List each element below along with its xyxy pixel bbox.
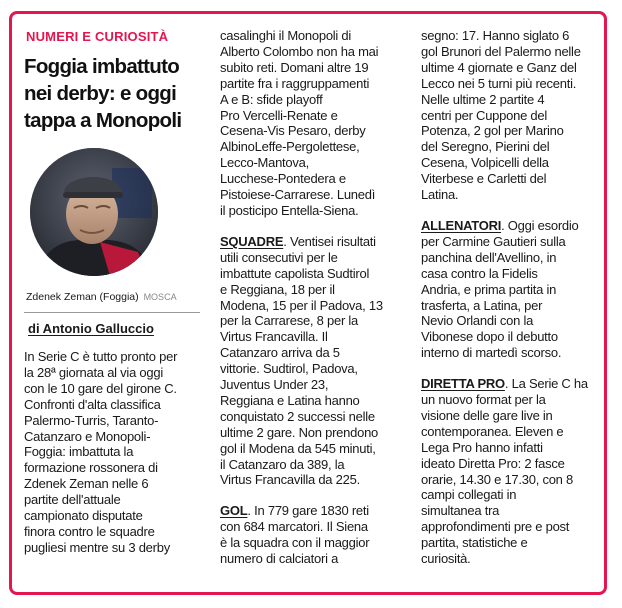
- text-line: è la squadra con il maggior: [220, 535, 370, 551]
- text-line: Virtus Francavilla da 225.: [220, 472, 360, 488]
- text-line: Zdenek Zeman nelle 6: [24, 476, 149, 492]
- text-line: panchina dell'Avellino, in: [421, 249, 557, 265]
- text-line: Lecco-Mantova,: [220, 155, 309, 171]
- caption-text: Zdenek Zeman (Foggia): [26, 291, 139, 303]
- text-line: il Catanzaro da 389, la: [220, 456, 345, 472]
- text-line: In Serie C è tutto pronto per: [24, 349, 178, 364]
- text-line: Lucchese-Pontedera e: [220, 171, 346, 187]
- text-line: Virtus Francavilla. Il: [220, 329, 328, 345]
- section-lead: GOL: [220, 503, 248, 519]
- text-line: Lega Pro hanno infatti: [421, 439, 543, 455]
- text-run: . Oggi esordio: [501, 217, 579, 233]
- column-1: [24, 28, 200, 556]
- intro-continued: [220, 28, 412, 219]
- text-line: Modena, 15 per il Padova, 13: [220, 297, 383, 313]
- divider: [24, 312, 200, 313]
- text-line: finora contro le squadre: [24, 523, 155, 539]
- text-line: trasferta, a Latina, per: [421, 297, 543, 313]
- text-line: conquistato 2 successi nelle: [220, 408, 375, 424]
- text-line: campionato disputate: [24, 508, 143, 524]
- photo-caption: [26, 290, 200, 304]
- text-line: per Carmine Gautieri sulla: [421, 233, 566, 249]
- text-line: la 28ª giornata al via oggi: [24, 364, 163, 380]
- text-line: ideato Diretta Pro: 2 fasce: [421, 455, 565, 471]
- text-line: per la Carrarese, 8 per la: [220, 313, 359, 329]
- text-line: A e B: sfide playoff: [220, 91, 323, 107]
- text-line: Latina.: [421, 187, 459, 203]
- text-line: con le 10 gare del girone C.: [24, 380, 177, 396]
- text-line: simultanea tra: [421, 503, 500, 519]
- text-line: Confronti d'alta classifica: [24, 396, 161, 412]
- text-line: visione delle gare live in: [421, 407, 553, 423]
- section-first-line: [220, 234, 412, 250]
- text-line: Viterbese e Carletti del: [421, 171, 547, 187]
- text-line: centri per Cuppone del: [421, 107, 548, 123]
- text-line: Juventus Under 23,: [220, 377, 329, 393]
- section-allenatori: [421, 218, 603, 361]
- text-line: Pro Vercelli-Renate e: [220, 107, 338, 123]
- text-line: partite fra i raggruppamenti: [220, 75, 370, 91]
- headline-line: nei derby: e oggi: [24, 82, 177, 105]
- text-line: orarie, 14.30 e 17.30, con 8: [421, 471, 574, 487]
- text-line: Cesena-Vis Pesaro, derby: [220, 123, 366, 139]
- text-line: AlbinoLeffe-Pergolettese,: [220, 139, 360, 155]
- text-line: numero di calciatori a: [220, 551, 339, 567]
- text-line: Nelle ultime 2 partite 4: [421, 91, 545, 107]
- text-line: Vibonese dopo il debutto: [421, 329, 558, 345]
- text-line: imbattute capolista Sudtirol: [220, 265, 370, 281]
- headline: [24, 53, 200, 134]
- text-run: . Ventisei risultati: [283, 233, 376, 249]
- text-line: Lecco nei 5 turni più recenti.: [421, 75, 577, 91]
- text-line: formazione rossonera di: [24, 460, 158, 476]
- text-line: ultime 2 gare. Non prendono: [220, 424, 379, 440]
- text-line: campi collegati in: [421, 487, 517, 503]
- section-lead: ALLENATORI: [421, 217, 502, 233]
- text-line: interno di martedì scorso.: [421, 345, 562, 361]
- text-line: approfondimenti pre e post: [421, 519, 570, 535]
- text-line: il posticipo Entella-Siena.: [220, 202, 359, 218]
- text-line: gol Brunori del Palermo nelle: [421, 43, 581, 59]
- text-line: con 684 marcatori. Il Siena: [220, 519, 368, 535]
- text-line: un nuovo format per la: [421, 392, 546, 408]
- text-line: utili consecutivi per le: [220, 249, 338, 265]
- text-line: Pistoiese-Carrarese. Lunedì: [220, 187, 376, 203]
- section-gol: [220, 503, 412, 567]
- byline: di Antonio Galluccio: [28, 321, 154, 336]
- text-line: gol il Modena da 545 minuti,: [220, 440, 376, 456]
- intro-text: [24, 349, 200, 556]
- section-first-line: [220, 503, 412, 519]
- text-line: del Seregno, Pierini del: [421, 139, 550, 155]
- text-run: . La Serie C ha: [504, 376, 588, 392]
- text-line: Alberto Colombo non ha mai: [220, 43, 379, 59]
- text-line: pugliesi mentre su 3 derby: [24, 539, 170, 555]
- text-line: partite dell'attuale: [24, 492, 121, 508]
- section-first-line: [421, 376, 603, 392]
- section-first-line: [421, 218, 603, 234]
- section-squadre: [220, 234, 412, 489]
- text-line: e Reggiana, 18 per il: [220, 281, 335, 297]
- headline-line: tappa a Monopoli: [24, 109, 182, 132]
- section-diretta-pro: [421, 376, 603, 567]
- zeman-portrait: [30, 148, 158, 276]
- text-line: curiosità.: [421, 551, 471, 567]
- section-lead: DIRETTA PRO: [421, 376, 505, 392]
- text-line: Cesena, Volpicelli della: [421, 155, 549, 171]
- section-tag: NUMERI E CURIOSITÀ: [26, 29, 169, 44]
- column-3: [421, 28, 603, 567]
- text-line: subito reti. Domani altre 19: [220, 59, 369, 75]
- text-line: casa contro la Fidelis: [421, 265, 538, 281]
- column-2: [220, 28, 412, 567]
- text-run: . In 779 gare 1830 reti: [247, 503, 369, 519]
- headline-line: Foggia imbattuto: [24, 55, 180, 78]
- text-line: Reggiana e Latina hanno: [220, 392, 360, 408]
- text-line: contemporanea. Eleven e: [421, 423, 564, 439]
- text-line: Palermo-Turris, Taranto-: [24, 412, 159, 428]
- gol-continued: [421, 28, 603, 203]
- text-line: Potenza, 2 gol per Marino: [421, 123, 564, 139]
- text-line: segno: 17. Hanno siglato 6: [421, 28, 570, 43]
- text-line: Catanzaro arriva da 5: [220, 345, 340, 361]
- text-line: Andria, e prima partita in: [421, 281, 557, 297]
- portrait-illustration: [30, 148, 158, 276]
- article-frame: [9, 11, 607, 595]
- section-lead: SQUADRE: [220, 233, 284, 249]
- photo-credit: MOSCA: [143, 292, 177, 302]
- text-line: Catanzaro e Monopoli-: [24, 428, 151, 444]
- text-line: Nevio Orlandi con la: [421, 313, 534, 329]
- text-line: casalinghi il Monopoli di: [220, 28, 352, 43]
- text-line: partita, statistiche e: [421, 535, 528, 551]
- text-line: Foggia: imbattuta la: [24, 444, 134, 460]
- text-line: ultime 4 giornate e Ganz del: [421, 59, 577, 75]
- text-line: vittorie. Sudtirol, Padova,: [220, 361, 358, 377]
